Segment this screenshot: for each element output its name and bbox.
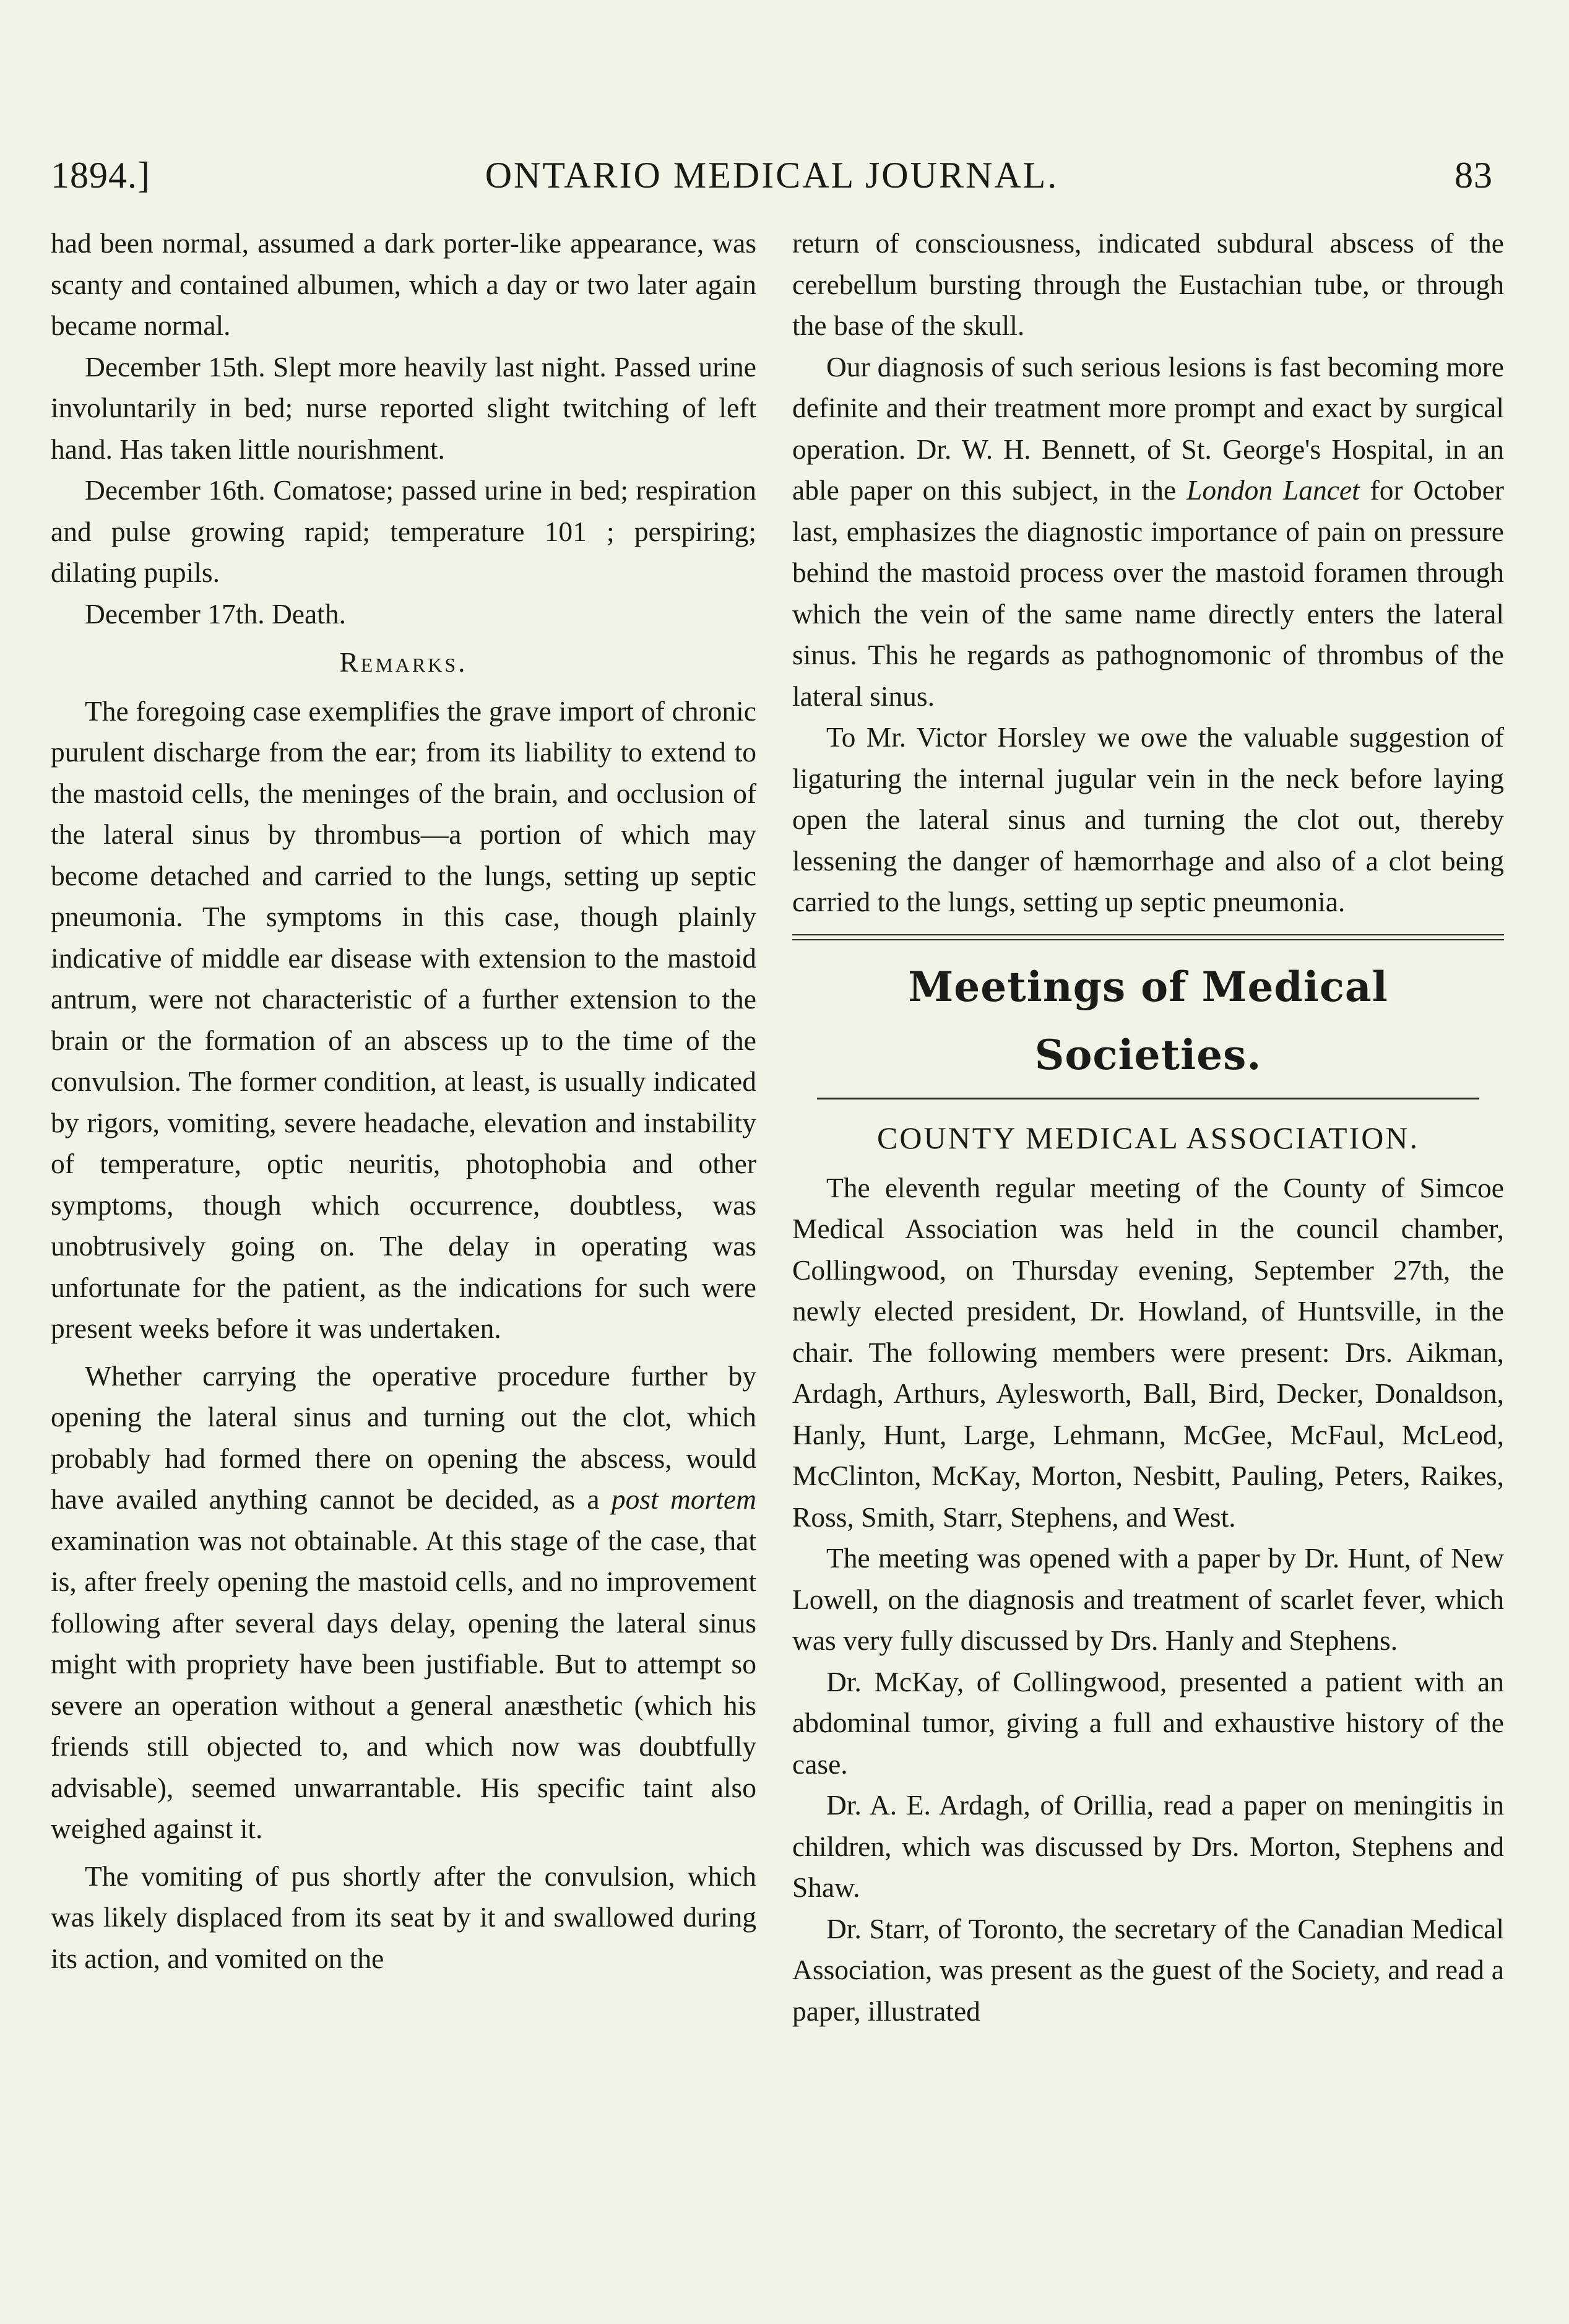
paragraph: December 15th. Slept more heavily last night. Passed urine involuntarily in bed; nurse reported slight twitching of left hand. Has taken little nourishment.	[51, 350, 756, 465]
journal-title: ONTARIO MEDICAL JOURNAL.	[485, 155, 1059, 196]
paragraph: Dr. Starr, of Toronto, the secretary of the Canadian Medical Association, was present as the guest of the Society, and read a paper, illustrated	[792, 1912, 1504, 2027]
text-run: examination was not obtainable. At this stage of the case, that is, after freely opening the mastoid cells, and no improvement following after several days delay, opening the lateral sinus might with propriety have been justifiable. But to attempt so severe an operation without a general anæsthetic (which his friends still objected to, and which now was doubtfully advisable), seemed unwarrantable. His specific taint also weighed against it.	[51, 1524, 756, 1844]
year-marker: 1894.]	[51, 155, 150, 196]
paragraph: The eleventh regular meeting of the County of Simcoe Medical Association was held in the council chamber, Collingwood, on Thursday evening, September 27th, the newly elected president, Dr. Howland, of Huntsville, in the chair. The following members were present: Drs. Aikman, Ardagh, Arthurs, Aylesworth, Ball, Bird, Decker, Donaldson, Hanly, Hunt, Large, Lehmann, McGee, McFaul, McLeod, McClinton, McKay, Morton, Nesbitt, Pauling, Peters, Raikes, Ross, Smith, Starr, Stephens, and West.	[792, 1171, 1504, 1533]
paragraph: Dr. A. E. Ardagh, of Orillia, read a paper on meningitis in children, which was discussed by Drs. Morton, Stephens and Shaw.	[792, 1789, 1504, 1903]
paragraph: The foregoing case exemplifies the grave import of chronic purulent discharge from the ear; from its liability to extend to the mastoid cells, the meninges of the brain, and occlusion of the lateral sinus by thrombus—a portion of which may become detached and carried to the lungs, setting up septic pneumonia. The symptoms in this case, though plainly indicative of middle ear disease with extension to the mastoid antrum, were not characteristic of a further extension to the brain or the formation of an abscess up to the time of the convulsion. The former condition, at least, is usually indicated by rigors, vomiting, severe headache, elevation and instability of temperature, optic neuritis, photophobia and other symptoms, though which occurrence, doubtless, was unobtrusively going on. The delay in operating was unfortunate for the patient, as the indications for such were present weeks before it was undertaken.	[51, 695, 756, 1344]
right-column	[792, 223, 1504, 2032]
page-number: 83	[1454, 155, 1493, 196]
paragraph: Dr. McKay, of Collingwood, presented a patient with an abdominal tumor, giving a full and exhaustive history of the case.	[792, 1665, 1504, 1780]
section-divider	[792, 934, 1504, 935]
paragraph: To Mr. Victor Horsley we owe the valuable suggestion of ligaturing the internal jugular vein in the neck before laying open the lateral sinus and turning the clot out, thereby lessening the danger of hæmorrhage and also of a clot being carried to the lungs, setting up septic pneumonia.	[792, 721, 1504, 917]
paragraph: return of consciousness, indicated subdural abscess of the cerebellum bursting through the Eustachian tube, or through the base of the skull.	[792, 227, 1504, 341]
section-title: Meetings of Medical Societies.	[908, 962, 1388, 1079]
section-divider	[792, 939, 1504, 940]
running-head	[51, 154, 1493, 197]
subsection-heading: COUNTY MEDICAL ASSOCIATION.	[877, 1120, 1419, 1155]
text-run: Whether carrying the operative procedure further by opening the lateral sinus and turning out the clot, which probably had formed there on opening the abscess, would have availed anything cannot be decided, as a	[51, 1359, 756, 1515]
text-run: for October last, emphasizes the diagnostic importance of pain on pressure behind the mastoid process over the mastoid foramen through which the vein of the same name directly enters the lateral sinus. This he regards as pathognomonic of thrombus of the lateral sinus.	[792, 474, 1505, 712]
paragraph: had been normal, assumed a dark porter-like appearance, was scanty and contained albumen, which a day or two later again became normal.	[51, 227, 756, 341]
left-column	[51, 223, 756, 1979]
italic-term: London Lancet	[1186, 474, 1360, 506]
paragraph: The vomiting of pus shortly after the convulsion, which was likely displaced from its seat by it and swallowed during its action, and vomited on the	[51, 1860, 756, 1974]
title-underline	[817, 1098, 1479, 1099]
paragraph: December 16th. Comatose; passed urine in bed; respiration and pulse growing rapid; temperature 101 ; perspiring; dilating pupils.	[51, 474, 756, 588]
italic-term: post mortem	[611, 1483, 757, 1515]
paragraph: December 17th. Death.	[85, 597, 346, 630]
paragraph: The meeting was opened with a paper by Dr. Hunt, of New Lowell, on the diagnosis and treatment of scarlet fever, which was very fully discussed by Drs. Hanly and Stephens.	[792, 1542, 1504, 1656]
text-run: Our diagnosis of such serious lesions is fast becoming more definite and their treatment more prompt and exact by surgical operation. Dr. W. H. Bennett, of St. George's Hospital, in an able paper on this subject, in the	[792, 350, 1504, 506]
paragraph	[792, 347, 1504, 718]
remarks-heading: Remarks.	[339, 646, 468, 678]
paragraph	[51, 1356, 756, 1850]
